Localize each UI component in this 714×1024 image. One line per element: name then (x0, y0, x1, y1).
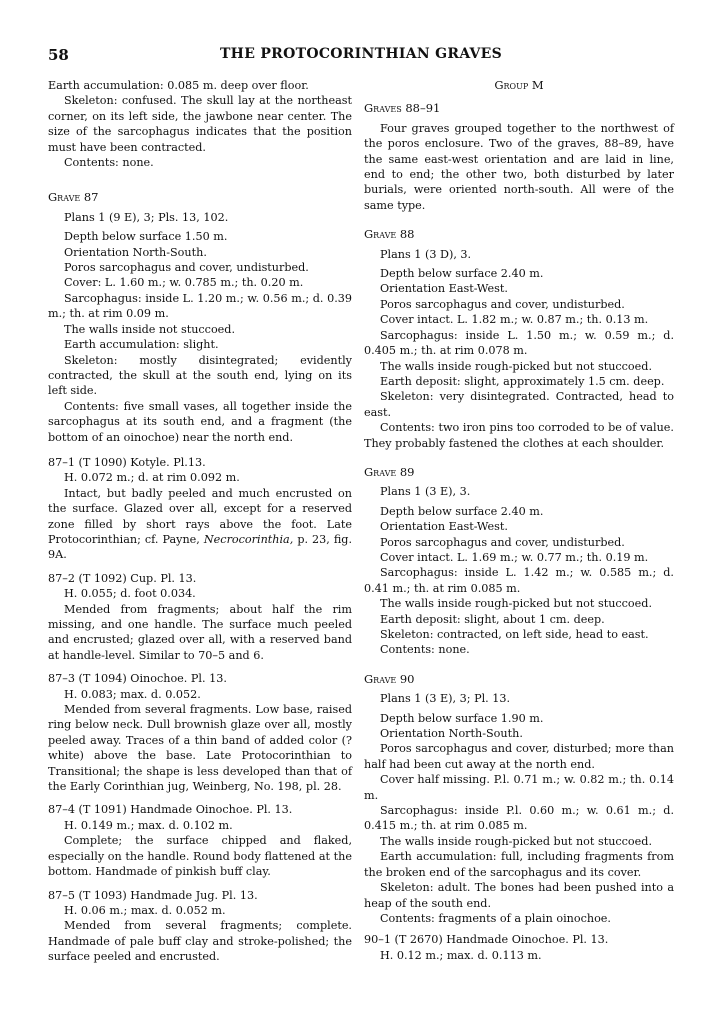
detail-line: The walls inside rough-picked but not stuccoed. (380, 834, 653, 848)
catalog-item (364, 932, 674, 963)
detail-line: Cover intact. L. 1.82 m.; w. 0.87 m.; th. 0.13 m. (380, 313, 649, 327)
catalog-item (48, 888, 352, 965)
catalog-description: Intact, but badly peeled and much encrusted on the surface. Glazed over all, except for a reserved zone filled by short rays above the foot. Late Protocorinthian; cf. Payne, Necrocorinthia, p. 23, fig. 9A. (48, 486, 353, 562)
group-title: Group M (494, 78, 544, 92)
paragraph: Contents: none. (64, 156, 154, 170)
section-heading: Grave 89 (364, 464, 415, 479)
plans-reference: Plans 1 (3 E), 3; Pl. 13. (380, 692, 511, 706)
catalog-title: 87–4 (T 1091) Handmade Oinochoe. Pl. 13. (48, 803, 293, 817)
detail-line: Depth below surface 2.40 m. (380, 504, 544, 518)
detail-line: Depth below surface 2.40 m. (380, 267, 544, 281)
detail-line: Poros sarcophagus and cover, undisturbed. (64, 261, 309, 275)
paragraph: Skeleton: confused. The skull lay at the northeast corner, on its left side, the jawbone near center. The size of the sarcophagus indicates that the position must have been contracted. (48, 94, 352, 154)
detail-line: Depth below surface 1.90 m. (380, 711, 544, 725)
section-heading: Grave 90 (364, 671, 415, 686)
detail-line: Sarcophagus: inside L. 1.20 m.; w. 0.56 m.; d. 0.39 m.; th. at rim 0.09 m. (48, 291, 352, 321)
citation-title: Necrocorinthia, (203, 532, 294, 546)
detail-line: Earth deposit: slight, approximately 1.5 cm. deep. (380, 374, 665, 388)
catalog-dimensions: H. 0.055; d. foot 0.034. (64, 587, 196, 601)
plans-reference: Plans 1 (3 E), 3. (380, 485, 471, 499)
catalog-description: Mended from several fragments; complete. Handmade of pale buff clay and stroke-polished; the surface peeled and encrusted. (48, 919, 352, 964)
catalog-title: 87–1 (T 1090) Kotyle. Pl.13. (48, 455, 206, 469)
detail-line: The walls inside not stuccoed. (64, 322, 236, 336)
detail-line: The walls inside rough-picked but not stuccoed. (380, 359, 653, 373)
detail-line: Cover: L. 1.60 m.; w. 0.785 m.; th. 0.20 m. (64, 276, 304, 290)
detail-line: Depth below surface 1.50 m. (64, 230, 228, 244)
detail-line: Contents: five small vases, all together inside the sarcophagus at its south end, and a fragment (the bottom of an oinochoe) near the north end. (48, 399, 352, 444)
detail-line: Orientation East-West. (380, 282, 508, 296)
section-heading: Grave 88 (364, 227, 415, 242)
detail-line: Sarcophagus: inside P.l. 0.60 m.; w. 0.61 m.; d. 0.415 m.; th. at rim 0.085 m. (364, 804, 674, 833)
catalog-dimensions: H. 0.12 m.; max. d. 0.113 m. (380, 948, 542, 962)
catalog-description: Complete; the surface chipped and flaked, especially on the handle. Round body flattened at the bottom. Handmade of pinkish buff clay. (48, 834, 352, 879)
plans-reference: Plans 1 (9 E), 3; Pls. 13, 102. (64, 210, 229, 224)
right-column (364, 78, 674, 963)
detail-line: Skeleton: mostly disintegrated; evidently contracted, the skull at the south end, lying on its left side. (48, 353, 352, 398)
page-number: 58 (48, 46, 69, 64)
detail-line: Orientation North-South. (380, 727, 523, 741)
catalog-title: 87–3 (T 1094) Oinochoe. Pl. 13. (48, 672, 227, 686)
paragraph: Four graves grouped together to the northwest of the poros enclosure. Two of the graves, 88–89, have the same east-west orientation and are laid in line, end to end; the other two, both disturbed by later burials, were oriented north-south. All were of the same type. (364, 121, 674, 212)
catalog-item (48, 571, 352, 663)
detail-line: Skeleton: contracted, on left side, head to east. (380, 628, 649, 641)
detail-line: Poros sarcophagus and cover, undisturbed. (380, 297, 625, 311)
detail-line: Orientation East-West. (380, 520, 508, 534)
catalog-dimensions: H. 0.083; max. d. 0.052. (64, 687, 201, 701)
running-title: THE PROTOCORINTHIAN GRAVES (219, 46, 503, 62)
detail-line: Poros sarcophagus and cover, disturbed; more than half had been cut away at the north end. (364, 742, 674, 771)
detail-line: Orientation North-South. (64, 245, 207, 259)
detail-line: Cover half missing. P.l. 0.71 m.; w. 0.82 m.; th. 0.14 m. (364, 773, 674, 802)
catalog-description: Mended from several fragments. Low base, raised ring below neck. Dull brownish glaze over all, mostly peeled away. Traces of a thin band of added color (? white) above the base. Late Protocorinthian to Transitional; the shape is less developed than that of the Early Corinthian jug, Weinberg, No. 198, pl. 28. (48, 703, 352, 794)
catalog-dimensions: H. 0.149 m.; max. d. 0.102 m. (64, 818, 233, 832)
catalog-item (48, 455, 352, 563)
catalog-title: 87–2 (T 1092) Cup. Pl. 13. (48, 571, 197, 585)
catalog-dimensions: H. 0.072 m.; d. at rim 0.092 m. (64, 471, 240, 485)
page-header (48, 46, 674, 68)
detail-line: Skeleton: adult. The bones had been pushed into a heap of the south end. (364, 881, 674, 910)
detail-line: Earth accumulation: full, including fragments from the broken end of the sarcophagus and its cover. (364, 850, 674, 879)
detail-line: Poros sarcophagus and cover, undisturbed. (380, 535, 625, 549)
detail-line: Skeleton: very disintegrated. Contracted, head to east. (364, 390, 674, 419)
detail-line: Contents: none. (380, 643, 470, 657)
catalog-item (48, 802, 352, 879)
detail-line: Contents: fragments of a plain oinochoe. (380, 911, 611, 925)
detail-line: Sarcophagus: inside L. 1.42 m.; w. 0.585 m.; d. 0.41 m.; th. at rim 0.085 m. (364, 566, 674, 595)
detail-line: Cover intact. L. 1.69 m.; w. 0.77 m.; th. 0.19 m. (380, 550, 649, 564)
detail-line: Sarcophagus: inside L. 1.50 m.; w. 0.59 m.; d. 0.405 m.; th. at rim 0.078 m. (364, 328, 674, 358)
catalog-title: 87–5 (T 1093) Handmade Jug. Pl. 13. (48, 888, 258, 902)
detail-line: Earth accumulation: slight. (64, 338, 219, 352)
detail-line: The walls inside rough-picked but not stuccoed. (380, 597, 653, 611)
section-heading: Grave 87 (48, 190, 99, 205)
catalog-title: 90–1 (T 2670) Handmade Oinochoe. Pl. 13. (364, 933, 609, 947)
paragraph: Earth accumulation: 0.085 m. deep over floor. (48, 79, 309, 92)
section-heading: Graves 88–91 (364, 101, 441, 116)
left-column (48, 78, 352, 965)
catalog-description: Mended from fragments; about half the rim missing, and one handle. The surface much peeled and encrusted; glazed over all, with a reserved band at handle-level. Similar to 70–5 and 6. (48, 602, 352, 662)
catalog-dimensions: H. 0.06 m.; max. d. 0.052 m. (64, 903, 226, 917)
catalog-item (48, 671, 352, 794)
detail-line: Contents: two iron pins too corroded to be of value. They probably fastened the clothes at each shoulder. (364, 421, 674, 450)
plans-reference: Plans 1 (3 D), 3. (380, 247, 472, 261)
detail-line: Earth deposit: slight, about 1 cm. deep. (380, 612, 605, 626)
